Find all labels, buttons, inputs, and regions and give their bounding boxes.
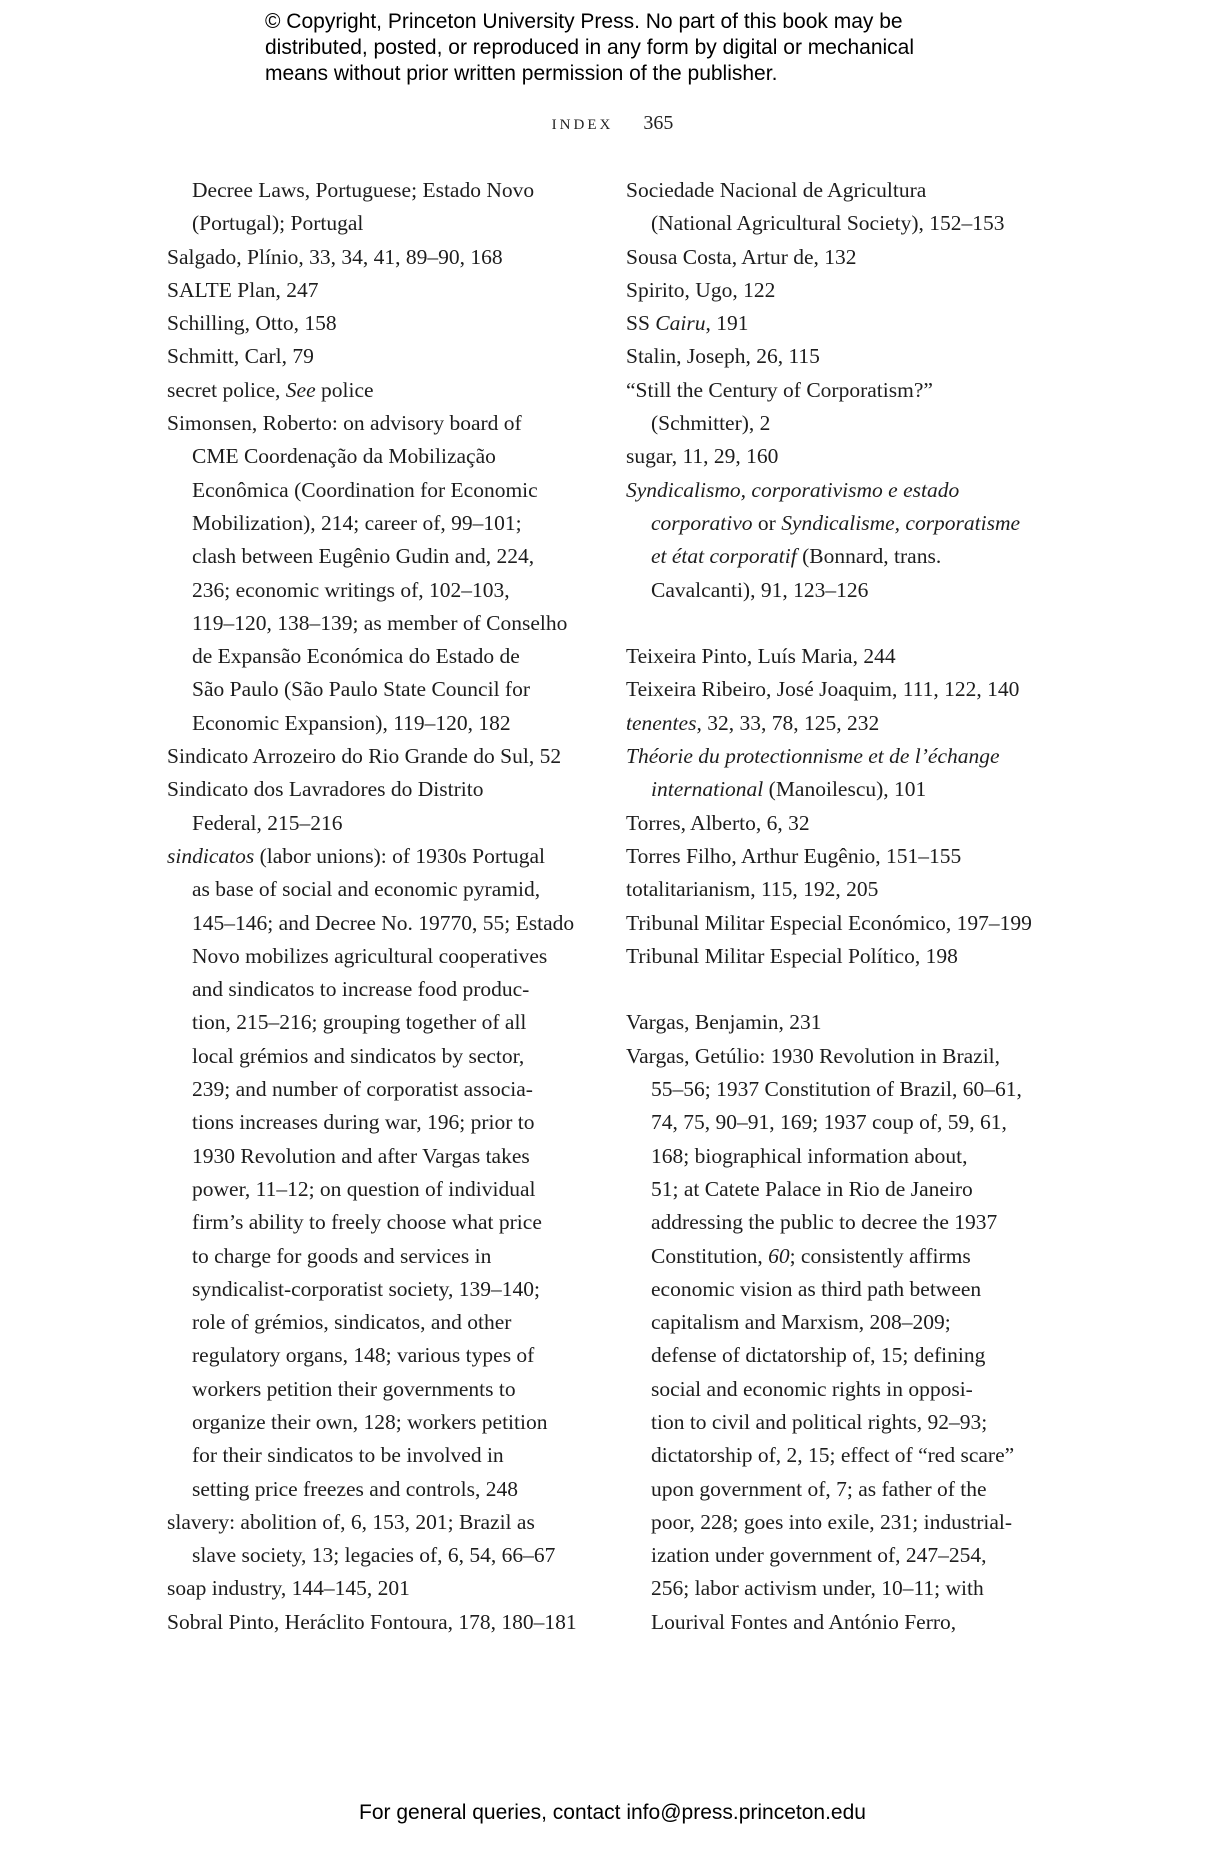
index-entry <box>626 340 1096 373</box>
entry-text: Sousa Costa, Artur de, 132 <box>626 244 857 269</box>
index-entry <box>626 307 1096 340</box>
entry-continuation-line <box>626 1106 1096 1139</box>
entry-continuation-line <box>626 1339 1096 1372</box>
entry-headword-line <box>626 840 1096 873</box>
entry-text: to charge for goods and services in <box>192 1243 492 1268</box>
entry-continuation-line <box>167 607 607 640</box>
index-entry <box>626 940 1096 973</box>
index-entry <box>626 374 1096 441</box>
entry-headword-line <box>167 1606 607 1639</box>
entry-text: upon government of, 7; as father of the <box>651 1476 987 1501</box>
entry-continuation-line <box>167 174 607 207</box>
index-entry <box>626 1040 1096 1639</box>
entry-headword-line <box>167 241 607 274</box>
entry-continuation-line <box>626 1539 1096 1572</box>
entry-text: São Paulo (São Paulo State Council for <box>192 677 530 702</box>
entry-continuation-line <box>167 1539 607 1572</box>
entry-continuation-line <box>167 1439 607 1472</box>
entry-text: SALTE Plan, 247 <box>167 277 319 302</box>
entry-text: 51; at Catete Palace in Rio de Janeiro <box>651 1176 973 1201</box>
index-entry <box>626 474 1096 607</box>
index-entry <box>626 640 1096 673</box>
entry-text: and sindicatos to increase food produc- <box>192 977 530 1002</box>
entry-text: Federal, 215–216 <box>192 810 343 835</box>
entry-text: (labor unions): of 1930s Portugal <box>254 843 546 868</box>
copyright-line: means without prior written permission of the publisher. <box>265 62 778 85</box>
entry-continuation-line <box>167 1040 607 1073</box>
letter-group-gap <box>626 973 1096 1006</box>
italic-text: 60 <box>768 1243 790 1268</box>
entry-headword-line <box>626 174 1096 207</box>
entry-text: clash between Eugênio Gudin and, 224, <box>192 544 535 569</box>
entry-continuation-line <box>167 1173 607 1206</box>
entry-continuation-line <box>167 1373 607 1406</box>
entry-text: Salgado, Plínio, 33, 34, 41, 89–90, 168 <box>167 244 503 269</box>
entry-text: role of grémios, sindicatos, and other <box>192 1310 512 1335</box>
entry-continuation-line <box>626 773 1096 806</box>
index-entry <box>626 673 1096 706</box>
entry-headword-line <box>167 407 607 440</box>
entry-headword-line <box>167 374 607 407</box>
index-entry <box>626 1006 1096 1039</box>
entry-headword-line <box>167 773 607 806</box>
italic-text: Syndicalisme, corporatisme <box>781 510 1021 535</box>
entry-text: Schmitt, Carl, 79 <box>167 344 314 369</box>
entry-continuation-line <box>167 207 607 240</box>
entry-text: local grémios and sindicatos by sector, <box>192 1043 525 1068</box>
entry-text: Sindicato Arrozeiro do Rio Grande do Sul, 52 <box>167 744 562 769</box>
entry-text: Tribunal Militar Especial Político, 198 <box>626 943 958 968</box>
entry-text: (Schmitter), 2 <box>651 411 771 436</box>
entry-text: poor, 228; goes into exile, 231; industrial- <box>651 1509 1013 1534</box>
entry-headword-line <box>626 241 1096 274</box>
entry-text: Torres Filho, Arthur Eugênio, 151–155 <box>626 843 962 868</box>
entry-text: , 32, 33, 78, 125, 232 <box>696 710 880 735</box>
entry-continuation-line <box>167 474 607 507</box>
entry-headword-line <box>626 440 1096 473</box>
italic-text: et état corporatif <box>651 544 797 569</box>
entry-continuation-line <box>626 507 1096 540</box>
index-entry <box>626 907 1096 940</box>
footer-contact: For general queries, contact info@press.princeton.edu <box>359 1801 866 1824</box>
entry-text: Simonsen, Roberto: on advisory board of <box>167 411 522 436</box>
index-entry <box>167 1572 607 1605</box>
italic-text: Théorie du protectionnisme et de l’échange <box>626 744 1000 769</box>
entry-text: soap industry, 144–145, 201 <box>167 1576 410 1601</box>
entry-continuation-line <box>626 407 1096 440</box>
index-entry <box>626 840 1096 873</box>
italic-text: international <box>651 777 764 802</box>
entry-continuation-line <box>626 1073 1096 1106</box>
index-entry-continued <box>167 174 607 241</box>
entry-text: Mobilization), 214; career of, 99–101; <box>192 510 522 535</box>
entry-continuation-line <box>626 207 1096 240</box>
entry-text: Teixeira Pinto, Luís Maria, 244 <box>626 644 896 669</box>
entry-continuation-line <box>626 1206 1096 1239</box>
entry-text: 55–56; 1937 Constitution of Brazil, 60–61, <box>651 1077 1022 1102</box>
entry-headword-line <box>626 307 1096 340</box>
index-entry <box>167 773 607 840</box>
entry-continuation-line <box>167 1206 607 1239</box>
entry-continuation-line <box>167 940 607 973</box>
index-entry <box>626 707 1096 740</box>
entry-text: 239; and number of corporatist associa- <box>192 1077 533 1102</box>
entry-text: slavery: abolition of, 6, 153, 201; Brazil as <box>167 1509 535 1534</box>
entry-continuation-line <box>626 1406 1096 1439</box>
index-column-left <box>167 174 607 1639</box>
entry-text: as base of social and economic pyramid, <box>192 877 541 902</box>
entry-text: (Bonnard, trans. <box>796 544 942 569</box>
entry-text: organize their own, 128; workers petition <box>192 1409 548 1434</box>
entry-text: secret police, <box>167 377 286 402</box>
entry-headword-line <box>626 673 1096 706</box>
entry-text: power, 11–12; on question of individual <box>192 1176 536 1201</box>
entry-text: ization under government of, 247–254, <box>651 1543 987 1568</box>
italic-text: Syndicalismo, corporativismo e estado <box>626 477 960 502</box>
index-entry <box>167 274 607 307</box>
entry-text: 236; economic writings of, 102–103, <box>192 577 510 602</box>
italic-text: Cairu <box>655 311 706 336</box>
index-entry <box>167 407 607 740</box>
entry-continuation-line <box>167 574 607 607</box>
entry-continuation-line <box>167 973 607 1006</box>
entry-continuation-line <box>167 440 607 473</box>
entry-text: de Expansão Económica do Estado de <box>192 644 520 669</box>
entry-continuation-line <box>626 1373 1096 1406</box>
entry-text: SS <box>626 311 656 336</box>
index-entry <box>626 241 1096 274</box>
entry-continuation-line <box>626 1506 1096 1539</box>
index-entry <box>626 807 1096 840</box>
entry-headword-line <box>167 740 607 773</box>
entry-continuation-line <box>626 1439 1096 1472</box>
entry-continuation-line <box>167 807 607 840</box>
index-entry <box>626 873 1096 906</box>
running-head <box>0 112 1225 135</box>
entry-headword-line <box>626 907 1096 940</box>
entry-continuation-line <box>167 907 607 940</box>
entry-text: Lourival Fontes and António Ferro, <box>651 1609 957 1634</box>
index-entry <box>167 1506 607 1573</box>
entry-text: defense of dictatorship of, 15; defining <box>651 1343 986 1368</box>
entry-headword-line <box>626 707 1096 740</box>
entry-continuation-line <box>167 1473 607 1506</box>
entry-text: totalitarianism, 115, 192, 205 <box>626 877 879 902</box>
running-head-label: INDEX <box>551 117 614 133</box>
entry-headword-line <box>626 807 1096 840</box>
entry-text: firm’s ability to freely choose what price <box>192 1210 542 1235</box>
entry-text: economic vision as third path between <box>651 1276 982 1301</box>
entry-continuation-line <box>167 1273 607 1306</box>
entry-text: “Still the Century of Corporatism?” <box>626 377 933 402</box>
entry-continuation-line <box>626 1606 1096 1639</box>
entry-text: 145–146; and Decree No. 19770, 55; Estado <box>192 910 575 935</box>
index-entry <box>167 307 607 340</box>
entry-text: , 191 <box>705 311 749 336</box>
entry-text: (Manoilescu), 101 <box>763 777 927 802</box>
entry-text: Cavalcanti), 91, 123–126 <box>651 577 869 602</box>
italic-text: corporativo <box>651 510 753 535</box>
entry-continuation-line <box>167 1106 607 1139</box>
entry-headword-line <box>167 1506 607 1539</box>
entry-continuation-line <box>626 1173 1096 1206</box>
entry-continuation-line <box>167 1406 607 1439</box>
entry-headword-line <box>626 340 1096 373</box>
entry-text: Decree Laws, Portuguese; Estado Novo <box>192 178 535 202</box>
entry-continuation-line <box>626 1240 1096 1273</box>
entry-continuation-line <box>167 540 607 573</box>
copyright-notice <box>265 9 1025 87</box>
entry-headword-line <box>167 274 607 307</box>
entry-text: police <box>315 377 374 402</box>
entry-continuation-line <box>167 1339 607 1372</box>
entry-text: Teixeira Ribeiro, José Joaquim, 111, 122, 140 <box>626 677 1020 702</box>
entry-continuation-line <box>626 1273 1096 1306</box>
entry-text: 1930 Revolution and after Vargas takes <box>192 1143 530 1168</box>
index-entry <box>626 174 1096 241</box>
entry-text: slave society, 13; legacies of, 6, 54, 66–67 <box>192 1543 556 1568</box>
page-number: 365 <box>643 112 674 134</box>
entry-continuation-line <box>626 1140 1096 1173</box>
entry-text: for their sindicatos to be involved in <box>192 1443 504 1468</box>
index-entry <box>167 340 607 373</box>
entry-text: Constitution, <box>651 1243 769 1268</box>
italic-text: See <box>285 377 316 402</box>
entry-text: CME Coordenação da Mobilização <box>192 444 496 469</box>
entry-text: dictatorship of, 2, 15; effect of “red scare” <box>651 1443 1015 1468</box>
index-entry <box>167 1606 607 1639</box>
entry-headword-line <box>626 474 1096 507</box>
entry-continuation-line <box>167 1140 607 1173</box>
entry-headword-line <box>167 1572 607 1605</box>
entry-headword-line <box>626 374 1096 407</box>
index-entry <box>167 840 607 1506</box>
entry-text: tion to civil and political rights, 92–93; <box>651 1409 988 1434</box>
entry-text: Vargas, Benjamin, 231 <box>626 1010 822 1035</box>
entry-continuation-line <box>167 673 607 706</box>
entry-continuation-line <box>167 507 607 540</box>
entry-text: (National Agricultural Society), 152–153 <box>651 211 1005 236</box>
entry-text: Novo mobilizes agricultural cooperatives <box>192 943 548 968</box>
copyright-line: distributed, posted, or reproduced in any form by digital or mechanical <box>265 36 915 59</box>
entry-continuation-line <box>626 540 1096 573</box>
entry-text: 168; biographical information about, <box>651 1143 968 1168</box>
entry-headword-line <box>626 740 1096 773</box>
entry-continuation-line <box>626 1572 1096 1605</box>
entry-headword-line <box>167 840 607 873</box>
entry-headword-line <box>626 873 1096 906</box>
entry-text: Vargas, Getúlio: 1930 Revolution in Brazil, <box>626 1043 1001 1068</box>
entry-text: tion, 215–216; grouping together of all <box>192 1010 527 1035</box>
entry-continuation-line <box>167 640 607 673</box>
copyright-line: © Copyright, Princeton University Press. No part of this book may be <box>265 10 903 33</box>
entry-text: tions increases during war, 196; prior to <box>192 1110 535 1135</box>
entry-continuation-line <box>626 574 1096 607</box>
letter-group-gap <box>626 607 1096 640</box>
entry-text: Sociedade Nacional de Agricultura <box>626 178 927 202</box>
entry-continuation-line <box>167 1240 607 1273</box>
index-entry <box>626 274 1096 307</box>
index-entry <box>167 374 607 407</box>
entry-headword-line <box>626 274 1096 307</box>
entry-text: capitalism and Marxism, 208–209; <box>651 1310 951 1335</box>
entry-text: sugar, 11, 29, 160 <box>626 444 779 469</box>
entry-text: 119–120, 138–139; as member of Conselho <box>192 610 568 635</box>
entry-continuation-line <box>626 1473 1096 1506</box>
entry-text: 74, 75, 90–91, 169; 1937 coup of, 59, 61, <box>651 1110 1007 1135</box>
entry-headword-line <box>167 340 607 373</box>
entry-text: workers petition their governments to <box>192 1376 516 1401</box>
italic-text: tenentes <box>626 710 697 735</box>
entry-text: social and economic rights in opposi- <box>651 1376 973 1401</box>
entry-text: regulatory organs, 148; various types of <box>192 1343 535 1368</box>
entry-text: Econômica (Coordination for Economic <box>192 477 538 502</box>
entry-text: Torres, Alberto, 6, 32 <box>626 810 810 835</box>
entry-headword-line <box>626 940 1096 973</box>
entry-headword-line <box>626 1006 1096 1039</box>
index-entry <box>167 740 607 773</box>
entry-text: Sobral Pinto, Heráclito Fontoura, 178, 180–181 <box>167 1609 577 1634</box>
entry-text: or <box>752 510 782 535</box>
entry-continuation-line <box>167 1073 607 1106</box>
index-entry <box>626 740 1096 807</box>
entry-text: Economic Expansion), 119–120, 182 <box>192 710 511 735</box>
entry-text: syndicalist-corporatist society, 139–140; <box>192 1276 540 1301</box>
entry-text: Spirito, Ugo, 122 <box>626 277 776 302</box>
entry-text: addressing the public to decree the 1937 <box>651 1210 998 1235</box>
entry-text: Stalin, Joseph, 26, 115 <box>626 344 820 369</box>
index-column-right <box>626 174 1096 1639</box>
entry-headword-line <box>167 307 607 340</box>
entry-continuation-line <box>167 1306 607 1339</box>
entry-continuation-line <box>167 1006 607 1039</box>
entry-text: Schilling, Otto, 158 <box>167 311 337 336</box>
index-entry <box>167 241 607 274</box>
entry-headword-line <box>626 1040 1096 1073</box>
entry-text: Sindicato dos Lavradores do Distrito <box>167 777 484 802</box>
entry-text: (Portugal); Portugal <box>192 211 364 236</box>
entry-continuation-line <box>626 1306 1096 1339</box>
entry-text: Tribunal Militar Especial Económico, 197–199 <box>626 910 1032 935</box>
index-entry <box>626 440 1096 473</box>
entry-continuation-line <box>167 707 607 740</box>
entry-text: ; consistently affirms <box>789 1243 971 1268</box>
entry-text: 256; labor activism under, 10–11; with <box>651 1576 984 1601</box>
entry-text: setting price freezes and controls, 248 <box>192 1476 518 1501</box>
entry-headword-line <box>626 640 1096 673</box>
entry-continuation-line <box>167 873 607 906</box>
italic-text: sindicatos <box>167 843 255 868</box>
